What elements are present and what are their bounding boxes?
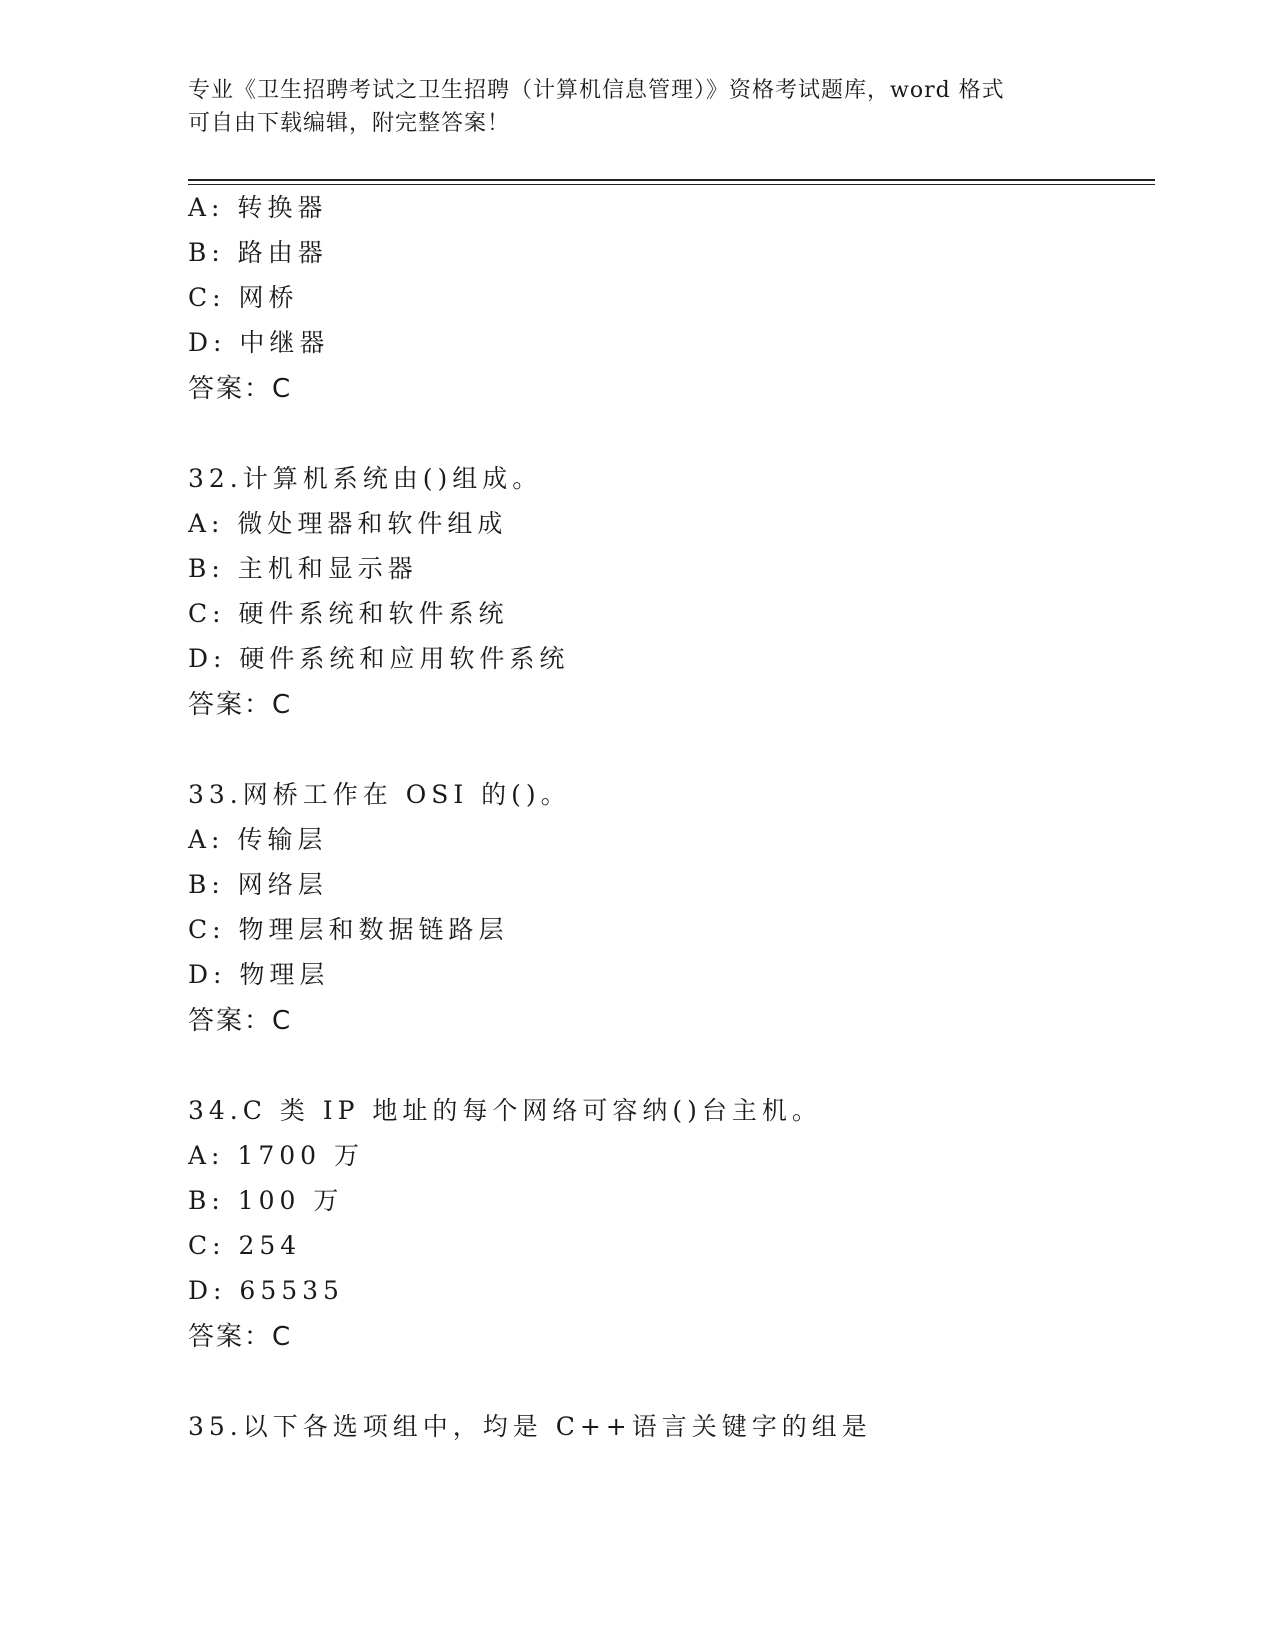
- option-line: A: 1700 万: [188, 1141, 364, 1170]
- option-line: C: 网桥: [188, 283, 299, 312]
- option-line: A: 传输层: [188, 825, 328, 854]
- document-header: [188, 74, 1088, 140]
- answer-line: 答案：C: [188, 690, 293, 720]
- question-line: 33.网桥工作在 OSI 的()。: [188, 780, 571, 809]
- option-line: B: 路由器: [188, 238, 328, 267]
- option-line: D: 硬件系统和应用软件系统: [188, 644, 570, 673]
- answer-line: 答案：C: [188, 374, 293, 404]
- option-line: D: 中继器: [188, 328, 330, 357]
- option-line: B: 100 万: [188, 1186, 344, 1215]
- question-line: 34.C 类 IP 地址的每个网络可容纳()台主机。: [188, 1096, 822, 1125]
- header-line-1: 专业《卫生招聘考试之卫生招聘（计算机信息管理）》资格考试题库，word 格式: [188, 78, 1005, 103]
- answer-line: 答案：C: [188, 1322, 293, 1352]
- option-line: B: 网络层: [188, 870, 328, 899]
- header-divider-thick: [188, 179, 1155, 181]
- question-line: 35.以下各选项组中，均是 C++语言关键字的组是: [188, 1412, 872, 1441]
- question-line: 32.计算机系统由()组成。: [188, 464, 543, 493]
- header-line-2: 可自由下载编辑，附完整答案！: [188, 111, 511, 136]
- option-line: C: 物理层和数据链路层: [188, 915, 509, 944]
- option-line: C: 254: [188, 1231, 302, 1260]
- header-divider-thin: [188, 184, 1155, 185]
- option-line: C: 硬件系统和软件系统: [188, 599, 509, 628]
- option-line: A: 转换器: [188, 193, 328, 222]
- answer-line: 答案：C: [188, 1006, 293, 1036]
- option-line: A: 微处理器和软件组成: [188, 509, 508, 538]
- option-line: D: 物理层: [188, 960, 330, 989]
- option-line: D: 65535: [188, 1276, 344, 1305]
- option-line: B: 主机和显示器: [188, 554, 418, 583]
